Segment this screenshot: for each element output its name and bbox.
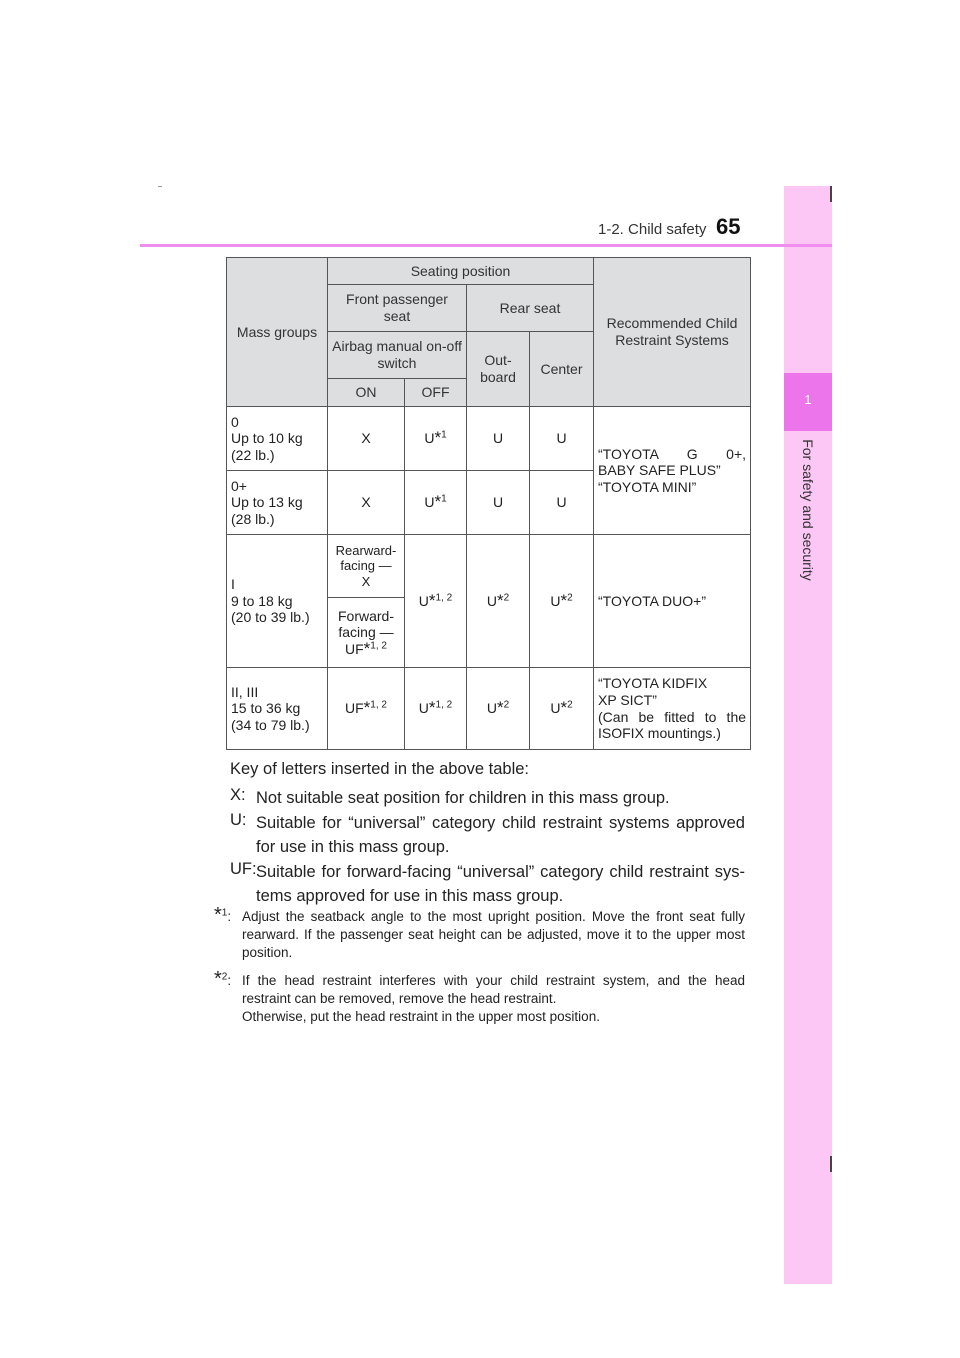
off-header: OFF	[405, 379, 467, 407]
outboard-cell: U	[467, 471, 530, 535]
chapter-title: For safety and security	[800, 439, 816, 581]
center-cell: U	[530, 471, 594, 535]
airbag-switch-header: Airbag manual on-off switch	[328, 332, 467, 379]
rear-seat-header: Rear seat	[467, 285, 594, 332]
airbag-on-cell: X	[328, 407, 405, 471]
section-title: 1-2. Child safety	[598, 221, 707, 238]
child-restraint-table	[226, 257, 751, 750]
recommended-cell: “TOYOTA DUO+”	[594, 535, 751, 668]
key-item-uf: UF: Suitable for forward-facing “universal” category child restraint sys-tems approved for use in this mass group.	[230, 860, 745, 905]
crop-mark-top	[830, 186, 832, 202]
center-cell: U*$^2$	[530, 535, 594, 668]
mass-group-cell: I 9 to 18 kg (20 to 39 lb.)	[227, 535, 328, 668]
center-cell: U	[530, 407, 594, 471]
outboard-header: Out-board	[467, 332, 530, 407]
outboard-cell: U	[467, 407, 530, 471]
recommended-cell: “TOYOTA KIDFIX XP SICT” (Can be fitted to the ISOFIX mountings.)	[594, 668, 751, 750]
footnote-2: *$^2$: If the head restraint interferes with your child restraint system, and the head restraint can be removed, remove the head restraint. Otherwise, put the head restraint in the upper most position.	[214, 968, 745, 1024]
airbag-off-cell: U*$^{1, 2}$	[405, 535, 467, 668]
seating-position-header: Seating position	[328, 258, 594, 285]
center-cell: U*$^2$	[530, 668, 594, 750]
forward-facing-cell: Forward-facing — UF*$^{1, 2}$	[328, 598, 405, 668]
recommended-header: Recommended Child Restraint Systems	[594, 258, 751, 407]
corner-tick	[158, 186, 162, 187]
crop-mark-bottom	[830, 1156, 832, 1172]
chapter-side-tab	[784, 186, 832, 1284]
airbag-off-cell: U*$^1$	[405, 471, 467, 535]
front-passenger-header: Front passenger seat	[328, 285, 467, 332]
mass-group-cell: 0 Up to 10 kg (22 lb.)	[227, 407, 328, 471]
chapter-number: 1	[804, 392, 812, 407]
center-header: Center	[530, 332, 594, 407]
airbag-off-cell: U*$^1$	[405, 407, 467, 471]
on-header: ON	[328, 379, 405, 407]
footnote-1: *$^1$: Adjust the seatback angle to the most upright position. Move the front seat fully rearward. If the passenger seat height can be adjusted, move it to the upper most position.	[214, 904, 745, 960]
key-item-x: X: Not suitable seat position for children in this mass group.	[230, 786, 670, 807]
outboard-cell: U*$^2$	[467, 535, 530, 668]
airbag-on-cell: X	[328, 471, 405, 535]
page-number: 65	[716, 214, 741, 239]
mass-group-cell: II, III 15 to 36 kg (34 to 79 lb.)	[227, 668, 328, 750]
airbag-off-cell: U*$^{1, 2}$	[405, 668, 467, 750]
outboard-cell: U*$^2$	[467, 668, 530, 750]
mass-group-cell: 0+ Up to 13 kg (28 lb.)	[227, 471, 328, 535]
table-row	[227, 407, 751, 471]
mass-groups-header: Mass groups	[227, 258, 328, 407]
key-intro: Key of letters inserted in the above table:	[230, 760, 530, 778]
table-row	[227, 668, 751, 750]
key-item-u: U: Suitable for “universal” category child restraint systems approved for use in this mass group.	[230, 811, 745, 856]
header-rule	[140, 244, 832, 247]
table-row	[227, 535, 751, 598]
airbag-on-cell: UF*$^{1, 2}$	[328, 668, 405, 750]
recommended-cell: “TOYOTA G 0+, BABY SAFE PLUS” “TOYOTA MINI”	[594, 407, 751, 535]
rearward-facing-cell: Rearward-facing — X	[328, 535, 405, 598]
